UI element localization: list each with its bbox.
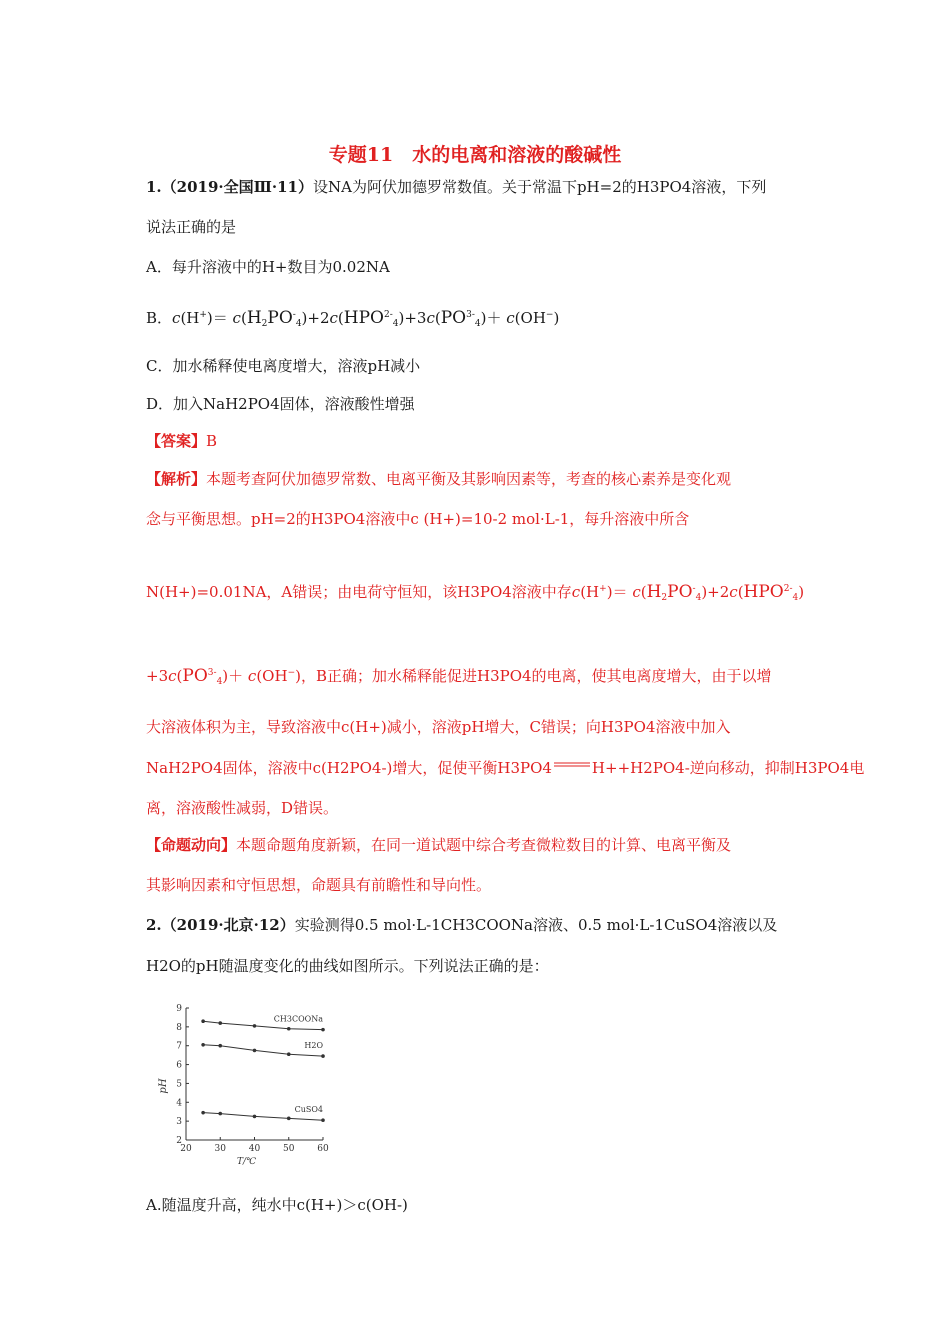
data-point: [201, 1019, 205, 1023]
series-label: H2O: [304, 1041, 323, 1051]
q1-stem-line2: 说法正确的是: [146, 218, 237, 236]
equilibrium-arrow-icon: [552, 753, 592, 775]
q1-option-d: D．加入NaH2PO4固体，溶液酸性增强: [146, 395, 415, 413]
y-tick-label: 2: [176, 1136, 182, 1146]
data-point: [321, 1118, 325, 1122]
x-tick-label: 60: [317, 1144, 329, 1154]
q1-option-a: A．每升溶液中的H+数目为0.02NA: [146, 258, 390, 276]
q2-stem-text1: 实验测得0.5 mol·L-1CH3COONa溶液、0.5 mol·L-1CuSO4溶液以及: [294, 916, 778, 934]
q1-analysis-line2: 念与平衡思想。pH=2的H3PO4溶液中c (H+)=10-2 mol·L-1，每升溶液中所含: [146, 510, 690, 528]
series-label: CuSO4: [294, 1105, 323, 1115]
q1-analysis-line5: 大溶液体积为主，导致溶液中c(H+)减小，溶液pH增大，C错误；向H3PO4溶液中加入: [146, 718, 731, 736]
data-point: [253, 1049, 257, 1053]
analysis-tag: 【解析】: [146, 470, 207, 488]
data-point: [321, 1028, 325, 1032]
x-tick-label: 30: [214, 1144, 226, 1154]
q1-answer: [146, 430, 217, 452]
q1-analysis-line1: [146, 468, 731, 490]
data-point: [201, 1043, 205, 1047]
x-tick-label: 40: [248, 1144, 261, 1154]
data-point: [218, 1112, 222, 1116]
answer-tag: 【答案】: [146, 432, 207, 450]
q1-option-b-label: B．: [146, 309, 173, 327]
x-tick-label: 50: [283, 1144, 295, 1154]
analysis-text4: ，B正确；加水稀释能促进H3PO4的电离，使其电离度增大，由于以增: [300, 667, 772, 685]
ph-temperature-chart: [158, 1000, 348, 1170]
series-label: CH3COONa: [273, 1014, 323, 1024]
data-point: [253, 1024, 257, 1028]
y-tick-label: 3: [176, 1117, 182, 1128]
q2-stem-line2: H2O的pH随温度变化的曲线如图所示。下列说法正确的是：: [146, 957, 549, 975]
data-point: [321, 1054, 325, 1058]
data-point: [287, 1027, 291, 1031]
q1-analysis-line7: 离，溶液酸性减弱，D错误。: [146, 799, 339, 817]
answer-value: B: [206, 432, 218, 450]
q1-analysis-line3: N(H+)=0.01NA，A错误；由电荷守恒知，该H3PO4溶液中存$c(H^+)= c(H_2PO^-_4)+2c(HPO^{2-}_4)$: [146, 582, 805, 603]
q1-stem-line1: [146, 176, 766, 198]
analysis-text6b: H++H2PO4-逆向移动，抑制H3PO4电: [591, 759, 865, 777]
data-point: [218, 1044, 222, 1048]
trend-text1: 本题命题角度新颖，在同一道试题中综合考查微粒数目的计算、电离平衡及: [236, 836, 732, 854]
analysis-text1: 本题考查阿伏加德罗常数、电离平衡及其影响因素等，考查的核心素养是变化观: [206, 470, 732, 488]
q1-analysis-line6: [146, 757, 864, 779]
x-tick-label: 20: [180, 1144, 192, 1154]
analysis-text6a: NaH2PO4固体，溶液中c(H2PO4-)增大，促使平衡H3PO4: [146, 759, 552, 777]
q1-trend-line1: [146, 834, 731, 856]
y-tick-label: 7: [176, 1041, 182, 1052]
q2-stem-line1: [146, 914, 777, 936]
q2-number: 2.（2019·北京·12）: [146, 916, 295, 934]
data-point: [218, 1021, 222, 1025]
data-point: [201, 1111, 205, 1115]
y-tick-label: 8: [176, 1022, 182, 1033]
data-point: [287, 1052, 291, 1056]
y-tick-label: 6: [176, 1060, 182, 1071]
x-axis-label: T/℃: [236, 1157, 257, 1167]
q1-stem-text1: 设NA为阿伏加德罗常数值。关于常温下pH=2的H3PO4溶液，下列: [313, 178, 767, 196]
trend-tag: 【命题动向】: [146, 836, 237, 854]
y-tick-label: 9: [176, 1004, 182, 1014]
data-point: [253, 1115, 257, 1119]
q1-trend-line2: 其影响因素和守恒思想，命题具有前瞻性和导向性。: [146, 876, 492, 894]
y-tick-label: 4: [176, 1098, 182, 1109]
data-point: [287, 1117, 291, 1121]
q1-option-b: B．$c(H^+)= c(H_2PO^-_4)+2c(HPO^{2-}_4)+3c(PO^{3-}_4)+ c(OH^-)$: [146, 308, 560, 329]
q2-option-a: A.随温度升高，纯水中c(H+)＞c(OH-): [146, 1196, 408, 1214]
analysis-text3: N(H+)=0.01NA，A错误；由电荷守恒知，该H3PO4溶液中存: [146, 583, 572, 601]
y-axis-label: pH: [158, 1078, 169, 1094]
q1-number: 1.（2019·全国Ⅲ·11）: [146, 178, 313, 196]
q1-option-c: C．加水稀释使电离度增大，溶液pH减小: [146, 357, 421, 375]
y-tick-label: 5: [176, 1079, 182, 1090]
page-title: 专题11 水的电离和溶液的酸碱性: [328, 144, 622, 166]
q1-analysis-line4: $+3c(PO^{3-}_4)+ c(OH^-)$，B正确；加水稀释能促进H3PO4的电离，使其电离度增大，由于以增: [146, 666, 772, 687]
